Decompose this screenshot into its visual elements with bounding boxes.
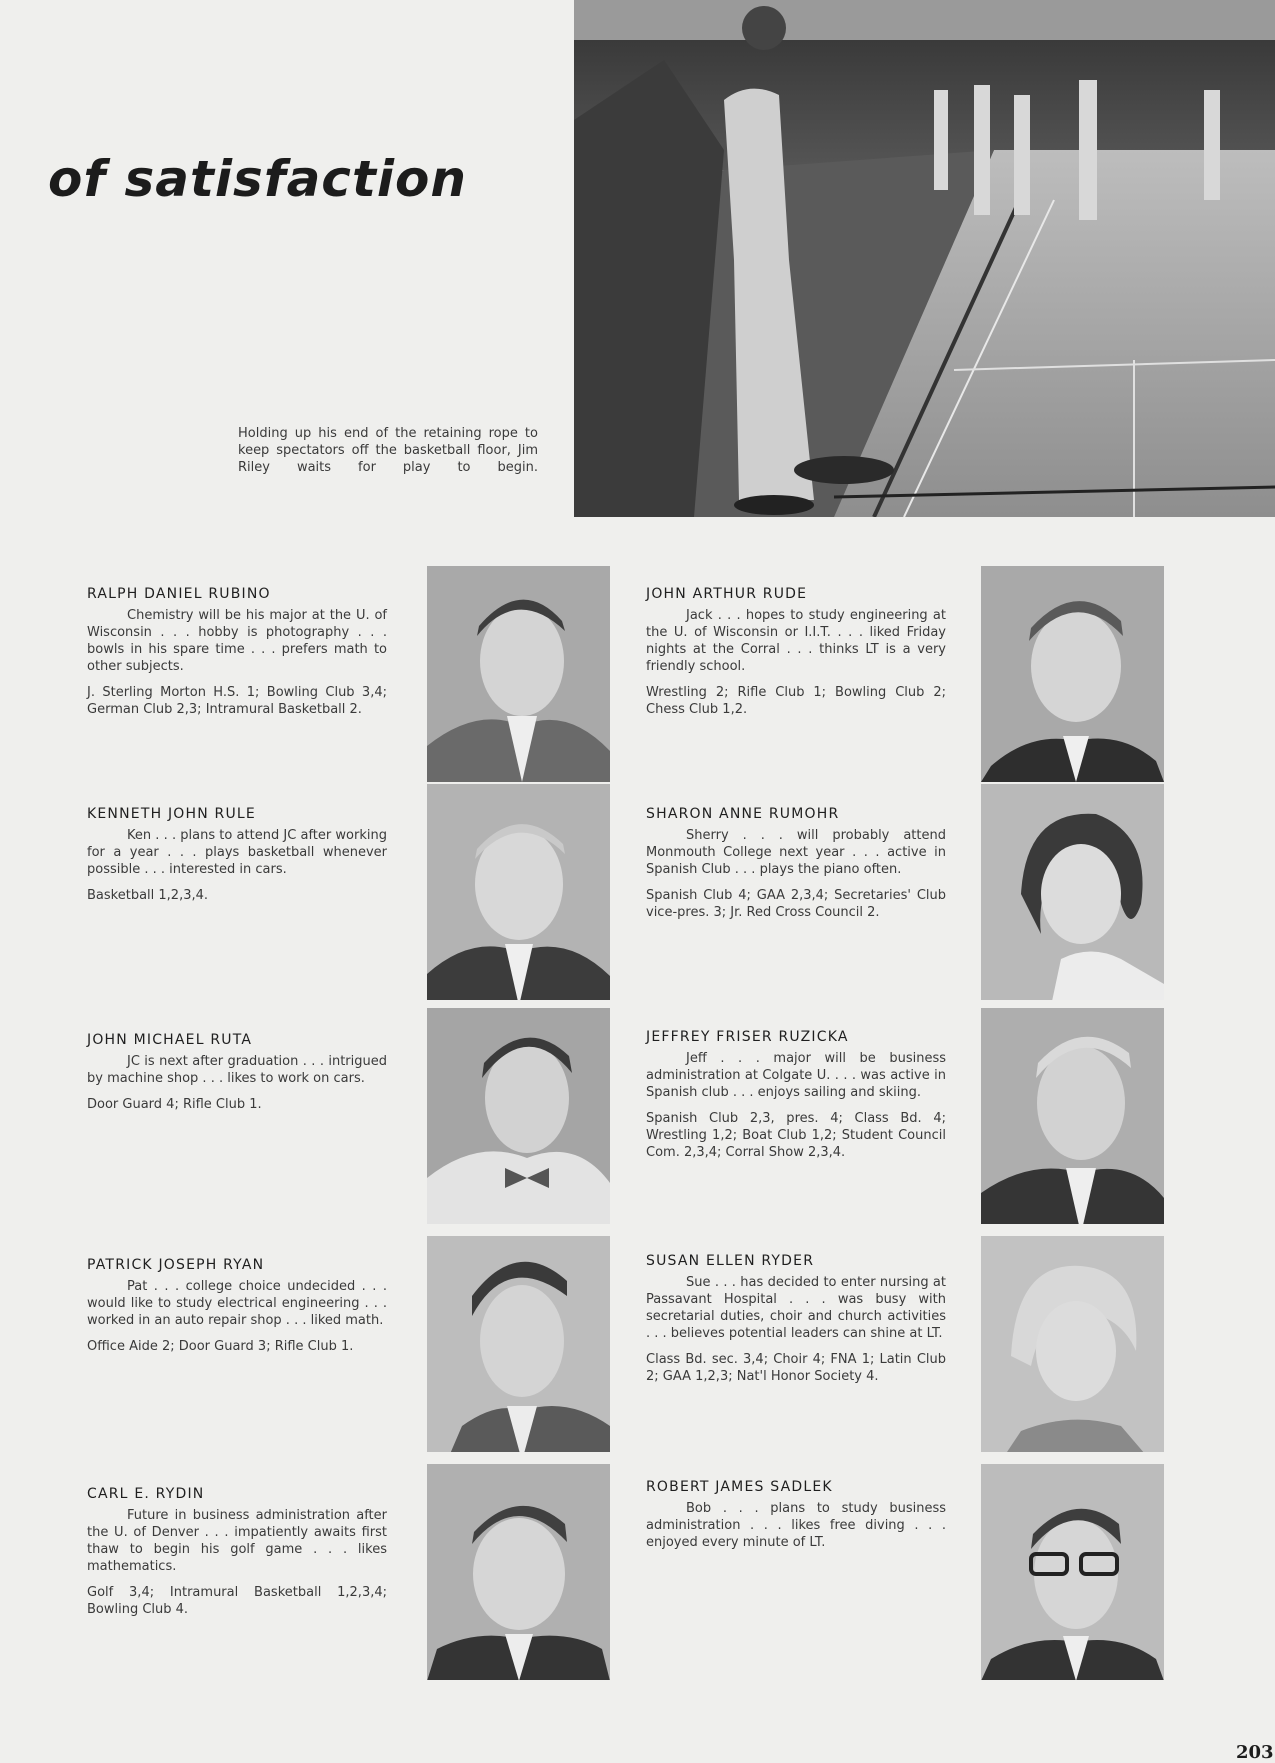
student-name: JEFFREY FRISER RUZICKA	[646, 1029, 849, 1045]
student-name: JOHN ARTHUR RUDE	[646, 586, 808, 602]
student-entry-ruzicka	[646, 1029, 946, 1161]
student-activities: Golf 3,4; Intramural Basketball 1,2,3,4; Bowling Club 4.	[87, 1585, 387, 1617]
portrait-ruta	[427, 1008, 610, 1224]
student-activities: Wrestling 2; Rifle Club 1; Bowling Club 2; Chess Club 1,2.	[646, 685, 946, 717]
student-entry-ruta	[87, 1032, 387, 1113]
portrait-ruzicka	[981, 1008, 1164, 1224]
student-bio: Ken . . . plans to attend JC after working for a year . . . plays basketball whenever possible . . . interested in cars.	[87, 828, 387, 877]
student-activities: Spanish Club 4; GAA 2,3,4; Secretaries' Club vice-pres. 3; Jr. Red Cross Council 2.	[646, 888, 946, 920]
student-bio: Bob . . . plans to study business administration . . . likes free diving . . . enjoyed every minute of LT.	[646, 1501, 946, 1550]
student-entry-rydin	[87, 1486, 387, 1618]
portrait-rule	[427, 784, 610, 1000]
student-bio: Jack . . . hopes to study engineering at the U. of Wisconsin or I.I.T. . . . liked Friday nights at the Corral . . . thinks LT is a very friendly school.	[646, 608, 946, 674]
student-entry-rule	[87, 806, 387, 904]
student-entry-rubino	[87, 586, 387, 718]
student-name: CARL E. RYDIN	[87, 1486, 205, 1502]
student-name: PATRICK JOSEPH RYAN	[87, 1257, 265, 1273]
student-bio: Future in business administration after the U. of Denver . . . impatiently awaits first thaw to begin his golf game . . . likes mathematics.	[87, 1508, 387, 1574]
student-entry-rude	[646, 586, 946, 718]
portrait-rude	[981, 566, 1164, 782]
student-entry-rumohr	[646, 806, 946, 921]
student-activities: Basketball 1,2,3,4.	[87, 888, 209, 903]
portrait-rydin	[427, 1464, 610, 1680]
student-bio: Chemistry will be his major at the U. of Wisconsin . . . hobby is photography . . . bowls in his spare time . . . prefers math to other subjects.	[87, 608, 387, 674]
student-name: ROBERT JAMES SADLEK	[646, 1479, 833, 1495]
student-name: SUSAN ELLEN RYDER	[646, 1253, 815, 1269]
page-number: 203	[1236, 1742, 1274, 1763]
student-entry-sadlek	[646, 1479, 946, 1551]
basketball-game-photo	[574, 0, 1275, 517]
photo-caption: Holding up his end of the retaining rope to keep spectators off the basketball floor, Jim Riley waits for play to begin.	[238, 426, 538, 475]
student-bio: JC is next after graduation . . . intrigued by machine shop . . . likes to work on cars.	[87, 1054, 387, 1086]
student-activities: Spanish Club 2,3, pres. 4; Class Bd. 4; Wrestling 1,2; Boat Club 1,2; Student Council Com. 2,3,4; Corral Show 2,3,4.	[646, 1111, 946, 1160]
portrait-ryder	[981, 1236, 1164, 1452]
student-entry-ryder	[646, 1253, 946, 1385]
student-bio: Pat . . . college choice undecided . . . would like to study electrical engineering . . . worked in an auto repair shop . . . liked math.	[87, 1279, 387, 1328]
student-entry-ryan	[87, 1257, 387, 1355]
student-bio: Jeff . . . major will be business administration at Colgate U. . . . was active in Spanish club . . . enjoys sailing and skiing.	[646, 1051, 946, 1100]
student-name: KENNETH JOHN RULE	[87, 806, 256, 822]
student-bio: Sherry . . . will probably attend Monmouth College next year . . . active in Spanish Club . . . plays the piano often.	[646, 828, 946, 877]
student-activities: Door Guard 4; Rifle Club 1.	[87, 1097, 262, 1112]
student-name: RALPH DANIEL RUBINO	[87, 586, 271, 602]
student-activities: J. Sterling Morton H.S. 1; Bowling Club 3,4; German Club 2,3; Intramural Basketball 2.	[87, 685, 387, 717]
page-headline: of satisfaction	[48, 150, 467, 208]
portrait-rumohr	[981, 784, 1164, 1000]
student-name: SHARON ANNE RUMOHR	[646, 806, 840, 822]
student-bio: Sue . . . has decided to enter nursing at Passavant Hospital . . . was busy with secretarial duties, choir and church activities . . . believes potential leaders can shine at LT.	[646, 1275, 946, 1341]
portrait-ryan	[427, 1236, 610, 1452]
student-activities: Class Bd. sec. 3,4; Choir 4; FNA 1; Latin Club 2; GAA 1,2,3; Nat'l Honor Society 4.	[646, 1352, 946, 1384]
portrait-sadlek	[981, 1464, 1164, 1680]
portrait-rubino	[427, 566, 610, 782]
student-activities: Office Aide 2; Door Guard 3; Rifle Club 1.	[87, 1339, 354, 1354]
student-name: JOHN MICHAEL RUTA	[87, 1032, 253, 1048]
